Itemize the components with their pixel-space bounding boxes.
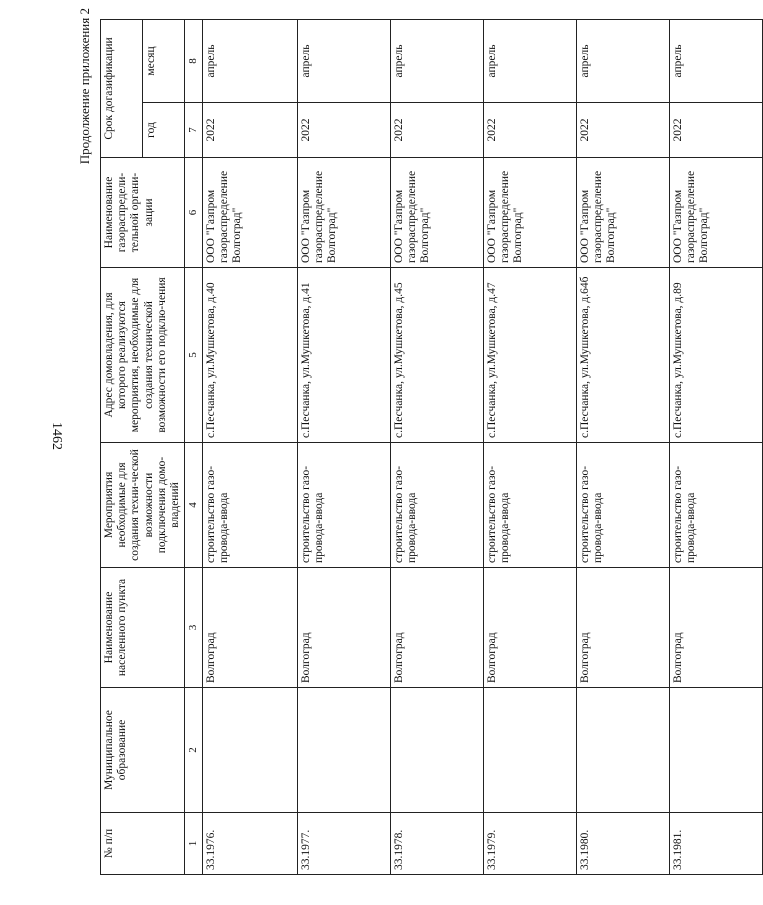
cell-year: 2022: [669, 103, 762, 158]
cell-address: с.Песчанка, ул.Мушкетова, д.40: [202, 268, 297, 443]
cell-settlement: Волгоград: [297, 568, 390, 688]
table-row: [202, 20, 297, 875]
cell-year: 2022: [390, 103, 483, 158]
cell-address: с.Песчанка, ул.Мушкетова, д.41: [297, 268, 390, 443]
cell-row-number: 33.1981.: [669, 813, 762, 875]
page-number: 1462: [49, 422, 64, 450]
cell-address: с.Песчанка, ул.Мушкетова, д.45: [390, 268, 483, 443]
cell-row-number: 33.1979.: [483, 813, 576, 875]
header-num: № п/п: [101, 813, 185, 875]
cell-organization: ООО "Газпром газораспределение Волгоград": [669, 158, 762, 268]
table-row: [483, 20, 576, 875]
column-number: 2: [185, 688, 203, 813]
cell-municipality: [576, 688, 669, 813]
cell-row-number: 33.1980.: [576, 813, 669, 875]
cell-measure: строительство газо-провода-ввода: [297, 443, 390, 568]
cell-settlement: Волгоград: [202, 568, 297, 688]
cell-municipality: [390, 688, 483, 813]
header-address: Адрес домовладения, для которого реализуются мероприятия, необходимые для создания технической возможности его подклю-чения: [101, 268, 185, 443]
cell-row-number: 33.1976.: [202, 813, 297, 875]
cell-measure: строительство газо-провода-ввода: [390, 443, 483, 568]
cell-year: 2022: [297, 103, 390, 158]
cell-month: апрель: [483, 20, 576, 103]
table-row: [390, 20, 483, 875]
header-settlement: Наименование населенного пункта: [101, 568, 185, 688]
cell-month: апрель: [669, 20, 762, 103]
cell-year: 2022: [576, 103, 669, 158]
header-month: месяц: [143, 20, 185, 103]
cell-measure: строительство газо-провода-ввода: [669, 443, 762, 568]
cell-month: апрель: [576, 20, 669, 103]
column-number: 8: [185, 20, 203, 103]
column-number: 5: [185, 268, 203, 443]
cell-month: апрель: [390, 20, 483, 103]
cell-municipality: [669, 688, 762, 813]
cell-address: с.Песчанка, ул.Мушкетова, д.89: [669, 268, 762, 443]
column-number: 4: [185, 443, 203, 568]
cell-settlement: Волгоград: [483, 568, 576, 688]
cell-organization: ООО "Газпром газораспределение Волгоград": [483, 158, 576, 268]
table-row: [669, 20, 762, 875]
cell-measure: строительство газо-провода-ввода: [202, 443, 297, 568]
header-deadline: Срок догазификации: [101, 20, 143, 158]
table-row: [297, 20, 390, 875]
cell-settlement: Волгоград: [576, 568, 669, 688]
cell-month: апрель: [297, 20, 390, 103]
column-number: 7: [185, 103, 203, 158]
cell-measure: строительство газо-провода-ввода: [483, 443, 576, 568]
column-number: 6: [185, 158, 203, 268]
column-number: 3: [185, 568, 203, 688]
table-row: [576, 20, 669, 875]
cell-municipality: [297, 688, 390, 813]
cell-municipality: [483, 688, 576, 813]
cell-row-number: 33.1977.: [297, 813, 390, 875]
cell-organization: ООО "Газпром газораспределение Волгоград": [202, 158, 297, 268]
table-body: [202, 20, 762, 875]
cell-year: 2022: [202, 103, 297, 158]
header-year: год: [143, 103, 185, 158]
cell-month: апрель: [202, 20, 297, 103]
cell-settlement: Волгоград: [390, 568, 483, 688]
header-municipality: Муниципальное образование: [101, 688, 185, 813]
cell-measure: строительство газо-провода-ввода: [576, 443, 669, 568]
gasification-table: [100, 19, 763, 875]
cell-municipality: [202, 688, 297, 813]
cell-year: 2022: [483, 103, 576, 158]
header-organization: Наименование газораспредели-тельной органи-зации: [101, 158, 185, 268]
column-number: 1: [185, 813, 203, 875]
cell-row-number: 33.1978.: [390, 813, 483, 875]
cell-settlement: Волгоград: [669, 568, 762, 688]
cell-organization: ООО "Газпром газораспределение Волгоград": [576, 158, 669, 268]
cell-organization: ООО "Газпром газораспределение Волгоград": [297, 158, 390, 268]
header-measures: Мероприятия необходимые для создания техни-ческой возможности подключения домо-владений: [101, 443, 185, 568]
cell-organization: ООО "Газпром газораспределение Волгоград": [390, 158, 483, 268]
rotated-sheet: [75, 0, 711, 905]
cell-address: с.Песчанка, ул.Мушкетова, д.47: [483, 268, 576, 443]
cell-address: с.Песчанка, ул.Мушкетова, д.64б: [576, 268, 669, 443]
appendix-caption: Продолжение приложения 2: [77, 8, 92, 165]
